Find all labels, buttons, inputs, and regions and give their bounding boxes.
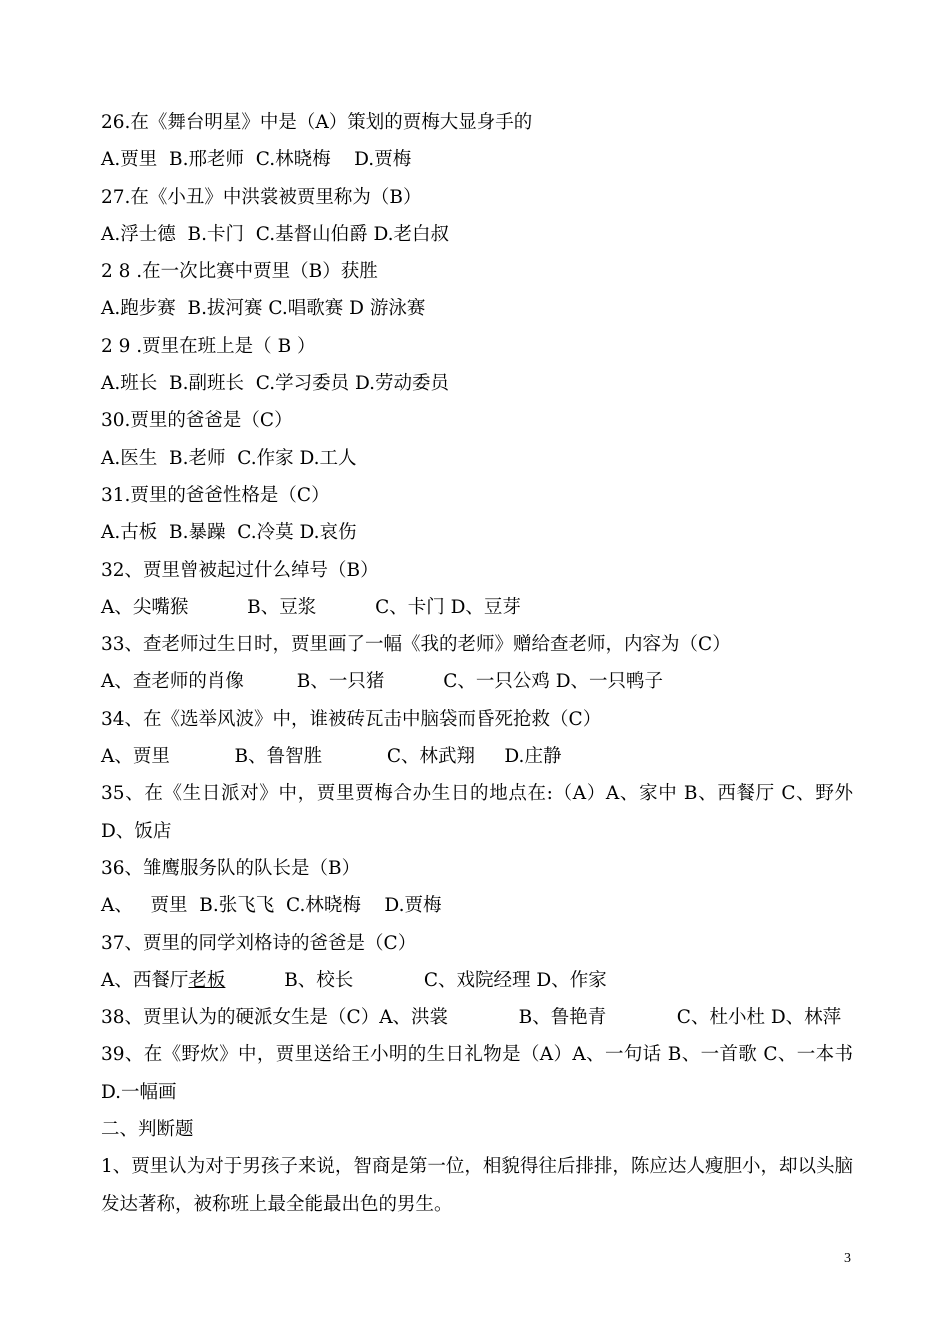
section-title: 二、判断题 — [101, 1119, 194, 1141]
page-number: 3 — [844, 1251, 851, 1266]
question-36-options: A、 贾里 B.张飞飞 C.林晓梅 D.贾梅 — [101, 895, 442, 917]
question-31: 31.贾里的爸爸性格是（C） — [101, 484, 330, 506]
question-26: 26.在《舞台明星》中是（A）策划的贾梅大显身手的 — [101, 112, 533, 133]
question-31-options: A.古板 B.暴躁 C.冷莫 D.哀伤 — [101, 522, 357, 544]
question-37: 37、贾里的同学刘格诗的爸爸是（C） — [101, 932, 417, 954]
question-36: 36、雏鹰服务队的队长是（B） — [101, 857, 361, 879]
question-27: 27.在《小丑》中洪裳被贾里称为（B） — [101, 186, 422, 208]
question-32-options: A、尖嘴猴 B、豆浆 C、卡门 D、豆芽 — [101, 596, 521, 618]
question-37-options — [101, 962, 853, 999]
question-28: 2 8 .在一次比赛中贾里（B）获胜 — [101, 261, 378, 283]
question-28-options: A.跑步赛 B.拔河赛 C.唱歌赛 D 游泳赛 — [101, 298, 426, 320]
question-29-options: A.班长 B.副班长 C.学习委员 D.劳动委员 — [101, 373, 450, 395]
question-30-options: A.医生 B.老师 C.作家 D.工人 — [101, 447, 357, 469]
question-29: 2 9 .贾里在班上是（ B ） — [101, 335, 316, 357]
option-a-prefix: A、西餐厅 — [101, 969, 189, 991]
question-list — [101, 104, 853, 1223]
question-34-options: A、贾里 B、鲁智胜 C、林武翔 D.庄静 — [101, 746, 562, 768]
option-rest: B、校长 C、戏院经理 D、作家 — [225, 969, 607, 991]
question-33: 33、查老师过生日时，贾里画了一幅《我的老师》赠给查老师，内容为（C） — [101, 634, 731, 656]
question-33-options: A、查老师的肖像 B、一只猪 C、一只公鸡 D、一只鸭子 — [101, 671, 664, 693]
question-32: 32、贾里曾被起过什么绰号（B） — [101, 559, 379, 581]
judge-question-1: 1、贾里认为对于男孩子来说，智商是第一位，相貌得往后排排，陈应达人瘦胆小，却以头脑发达著称，被称班上最全能最出色的男生。 — [101, 1156, 853, 1215]
question-39: 39、在《野炊》中，贾里送给王小明的生日礼物是（A）A、一句话 B、一首歌 C、一本书 D.一幅画 — [101, 1044, 853, 1103]
question-38: 38、贾里认为的硬派女生是（C）A、洪裳 B、鲁艳青 C、杜小杜 D、林萍 — [101, 1007, 842, 1029]
question-26-options: A.贾里 B.邢老师 C.林晓梅 D.贾梅 — [101, 149, 412, 171]
option-a-underlined-text: 老板 — [188, 969, 226, 991]
question-27-options: A.浮士德 B.卡门 C.基督山伯爵 D.老白叔 — [101, 223, 450, 245]
question-35: 35、在《生日派对》中，贾里贾梅合办生日的地点在:（A）A、家中 B、西餐厅 C、野外 D、饭店 — [101, 783, 853, 842]
question-30: 30.贾里的爸爸是（C） — [101, 410, 293, 432]
question-34: 34、在《选举风波》中，谁被砖瓦击中脑袋而昏死抢救（C） — [101, 708, 602, 730]
